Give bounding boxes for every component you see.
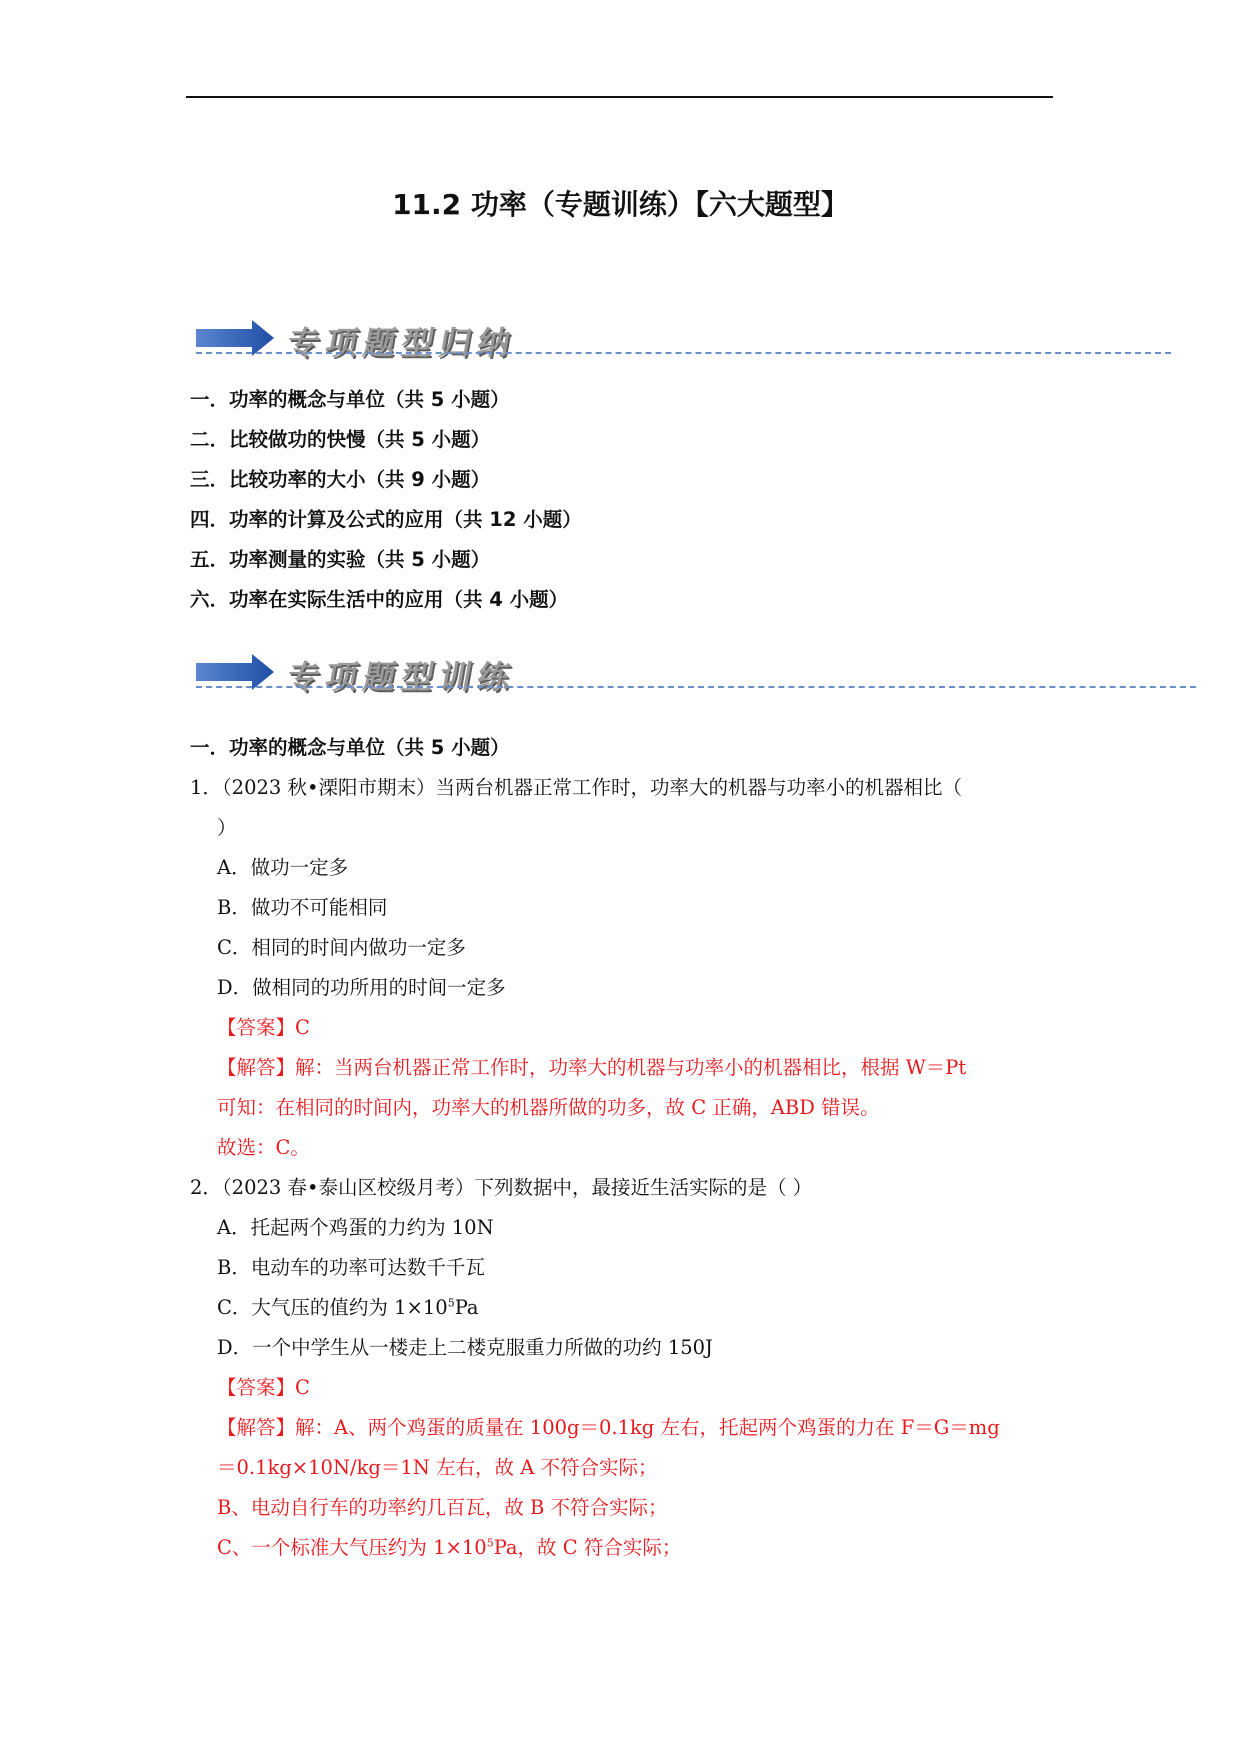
toc-item: 二．比较做功的快慢（共 5 小题）: [190, 428, 491, 451]
q1-analysis: 【解答】解：当两台机器正常工作时，功率大的机器与功率小的机器相比，根据 W＝Pt: [217, 1056, 967, 1079]
right-arrow-icon: [196, 320, 276, 356]
section-banner-training: [196, 646, 1196, 702]
q2-analysis-c-exponent: 5: [486, 1536, 494, 1550]
q2-option-c: [190, 1288, 1070, 1328]
question-block: [190, 728, 1070, 1568]
q1-answer: 【答案】C: [217, 1016, 310, 1039]
toc-item: 一．功率的概念与单位（共 5 小题）: [190, 388, 510, 411]
q2-answer: 【答案】C: [217, 1376, 310, 1399]
q1-option-b: B．做功不可能相同: [217, 896, 388, 919]
q2-stem: 2．（2023 春•泰山区校级月考）下列数据中，最接近生活实际的是（ ）: [190, 1176, 813, 1199]
q1-option-a: A．做功一定多: [217, 856, 349, 879]
banner-label: 专项题型训练: [284, 658, 520, 696]
q2-analysis-cont: ＝0.1kg×10N/kg＝1N 左右，故 A 不符合实际；: [217, 1456, 658, 1479]
q2-option-c-unit: Pa: [454, 1296, 479, 1319]
q2-analysis-c-unit: Pa，故 C 符合实际；: [493, 1536, 682, 1559]
q1-option-c: C．相同的时间内做功一定多: [217, 936, 466, 959]
q2-option-b: B．电动车的功率可达数千千瓦: [217, 1256, 485, 1279]
right-arrow-icon: [196, 654, 276, 690]
section-banner-summary: [196, 312, 1196, 368]
q1-analysis-cont: 可知：在相同的时间内，功率大的机器所做的功多，故 C 正确，ABD 错误。: [217, 1096, 880, 1119]
q1-option-d: D．做相同的功所用的时间一定多: [217, 976, 506, 999]
toc-item: 六．功率在实际生活中的应用（共 4 小题）: [190, 588, 569, 611]
q2-option-a: A．托起两个鸡蛋的力约为 10N: [217, 1216, 494, 1239]
q2-analysis-c: [190, 1528, 1070, 1568]
toc-item: 三．比较功率的大小（共 9 小题）: [190, 468, 491, 491]
toc-item: 四．功率的计算及公式的应用（共 12 小题）: [190, 508, 582, 531]
page-title: 11.2 功率（专题训练）【六大题型】: [392, 188, 849, 221]
q1-conclusion: 故选：C。: [217, 1136, 310, 1159]
header-rule: [186, 96, 1053, 98]
q2-option-c-text: C．大气压的值约为 1×10: [217, 1296, 448, 1319]
dash-divider: [196, 352, 1171, 354]
q2-analysis: 【解答】解：A、两个鸡蛋的质量在 100g＝0.1kg 左右，托起两个鸡蛋的力在 F＝G＝mg: [217, 1416, 1000, 1439]
q1-stem-cont: ）: [217, 816, 237, 839]
q2-analysis-b: B、电动自行车的功率约几百瓦，故 B 不符合实际；: [217, 1496, 668, 1519]
toc-list: [190, 380, 582, 620]
section-heading: 一．功率的概念与单位（共 5 小题）: [190, 736, 510, 759]
q2-option-c-exponent: 5: [447, 1296, 455, 1310]
banner-label: 专项题型归纳: [284, 324, 520, 362]
q2-analysis-c-text: C、一个标准大气压约为 1×10: [217, 1536, 487, 1559]
toc-item: 五．功率测量的实验（共 5 小题）: [190, 548, 491, 571]
q2-option-d: D．一个中学生从一楼走上二楼克服重力所做的功约 150J: [217, 1336, 713, 1359]
dash-divider: [196, 686, 1196, 688]
q1-stem: 1．（2023 秋•溧阳市期末）当两台机器正常工作时，功率大的机器与功率小的机器相比（: [190, 776, 962, 799]
